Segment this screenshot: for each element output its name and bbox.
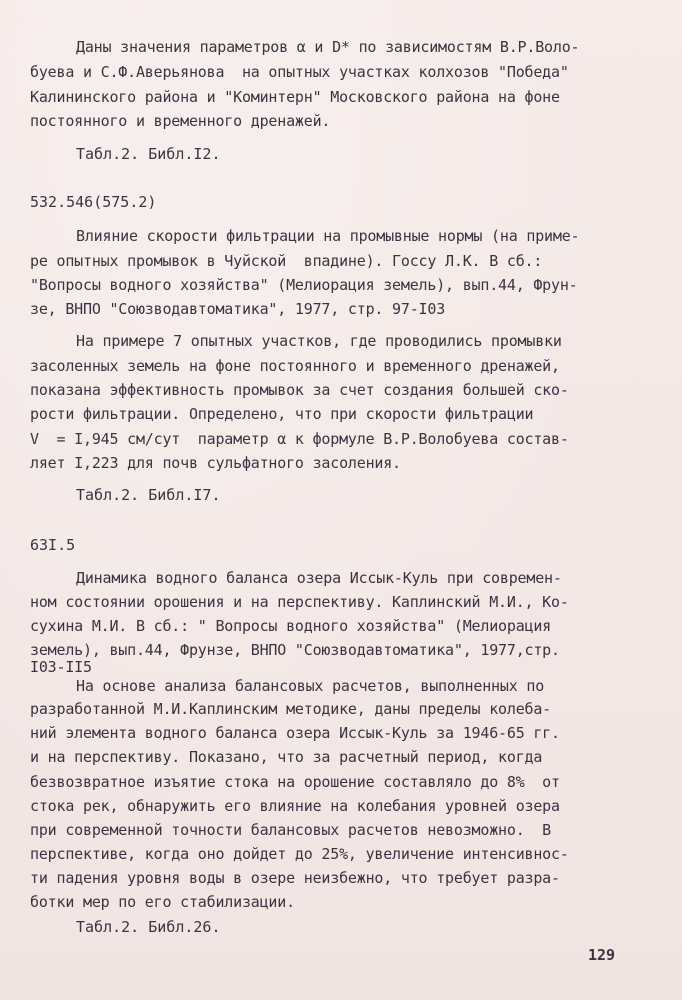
entry-3-abstract-line: ти падения уровня воды в озере неизбежно, что требует разра- — [30, 869, 560, 887]
entry-3-abstract-line: ботки мер по его стабилизации. — [30, 893, 295, 911]
entry-3-title-line: I03-II5 — [30, 658, 92, 676]
page-number: 129 — [588, 946, 616, 964]
entry-2-abstract-line: На примере 7 опытных участков, где проводились промывки — [76, 332, 562, 350]
entry-1-text-line: Даны значения параметров α и D* по зависимостям В.Р.Воло- — [76, 38, 580, 56]
entry-3-reference: Табл.2. Библ.26. — [76, 918, 221, 936]
entry-2-abstract-line: рости фильтрации. Определено, что при скорости фильтрации — [30, 405, 534, 423]
entry-3-title-line: Динамика водного баланса озера Иссык-Куль при современ- — [76, 569, 562, 587]
entry-2-title-line: "Вопросы водного хозяйства" (Мелиорация земель), вып.44, Фрун- — [30, 276, 578, 294]
entry-1-reference: Табл.2. Библ.I2. — [76, 145, 221, 163]
entry-2-reference: Табл.2. Библ.I7. — [76, 486, 221, 504]
entry-1-text-line: Калининского района и "Коминтерн" Московского района на фоне — [30, 88, 560, 106]
entry-2-abstract-line: засоленных земель на фоне постоянного и временного дренажей, — [30, 357, 560, 375]
entry-3-abstract-line: при современной точности балансовых расчетов невозможно. В — [30, 821, 552, 839]
entry-2-title-line: ре опытных промывок в Чуйской впадине). Госсу Л.К. В сб.: — [30, 252, 543, 270]
entry-3-abstract-line: перспективе, когда оно дойдет до 25%, увеличение интенсивнос- — [30, 845, 569, 863]
entry-1-text-line: буева и С.Ф.Аверьянова на опытных участках колхозов "Победа" — [30, 63, 569, 81]
entry-3-abstract-line: стока рек, обнаружить его влияние на колебания уровней озера — [30, 797, 560, 815]
entry-2-udc-code: 532.546(575.2) — [30, 193, 157, 211]
entry-2-abstract-line: V = I,945 см/сут параметр α к формуле В.Р.Волобуева состав- — [30, 430, 569, 448]
entry-3-abstract-line: безвозвратное изъятие стока на орошение составляло до 8% от — [30, 773, 560, 791]
entry-3-abstract-line: и на перспективу. Показано, что за расчетный период, когда — [30, 748, 543, 766]
entry-2-abstract-line: ляет I,223 для почв сульфатного засоления. — [30, 454, 401, 472]
entry-3-abstract-line: ний элемента водного баланса озера Иссык-Куль за 1946-65 гг. — [30, 724, 560, 742]
entry-3-title-line: ном состоянии орошения и на перспективу. Каплинский М.И., Ко- — [30, 593, 569, 611]
entry-3-title-line: земель), вып.44, Фрунзе, ВНПО "Союзводавтоматика", 1977,стр. — [30, 641, 560, 659]
entry-3-title-line: сухина М.И. В сб.: " Вопросы водного хозяйства" (Мелиорация — [30, 617, 552, 635]
entry-1-text-line: постоянного и временного дренажей. — [30, 112, 331, 130]
entry-2-title-line: зе, ВНПО "Союзводавтоматика", 1977, стр. 97-I03 — [30, 300, 446, 318]
entry-3-udc-code: 63I.5 — [30, 536, 76, 554]
entry-2-abstract-line: показана эффективность промывок за счет создания большей ско- — [30, 381, 569, 399]
entry-3-abstract-line: разработанной М.И.Каплинским методике, даны пределы колеба- — [30, 700, 552, 718]
entry-2-title-line: Влияние скорости фильтрации на промывные нормы (на приме- — [76, 227, 580, 245]
entry-3-abstract-line: На основе анализа балансовых расчетов, выполненных по — [76, 677, 545, 695]
